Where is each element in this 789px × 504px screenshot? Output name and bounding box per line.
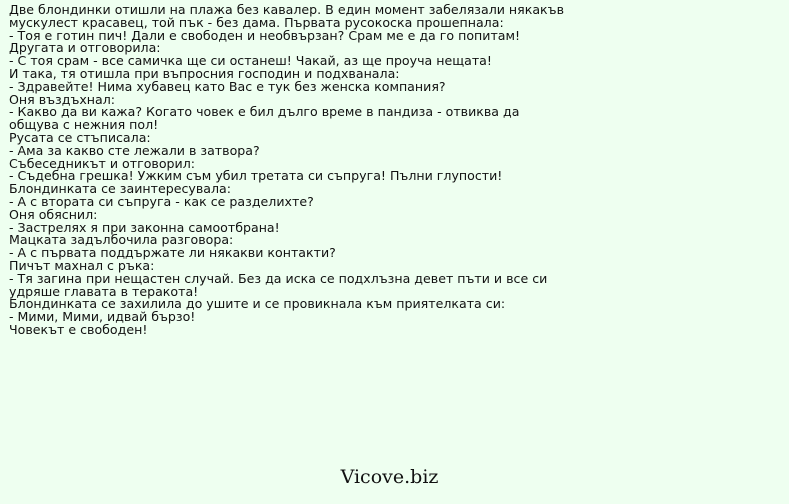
joke-line: - Тя загина при нещастен случай. Без да иска се подхлъзна девет пъти и все си удряше главата в теракота!	[9, 270, 548, 299]
joke-line: Блондинката се заинтересувала:	[9, 181, 231, 197]
joke-line: - Мими, Мими, идвай бързо!	[9, 309, 196, 325]
joke-line: Събеседникът и отговорил:	[9, 155, 195, 171]
site-watermark: Vicove.biz	[340, 466, 439, 488]
joke-line: - Здравейте! Нима хубавец като Вас е тук без женска компания?	[9, 78, 446, 94]
joke-line: Блондинката се захилила до ушите и се провикнала към приятелката си:	[9, 296, 506, 312]
joke-line: - С тоя срам - все самичка ще си останеш! Чакай, аз ще проуча нещата!	[9, 53, 492, 69]
joke-line: - Застрелях я при законна самоотбрана!	[9, 219, 280, 235]
joke-line: Оня обяснил:	[9, 206, 98, 222]
joke-line: - Какво да ви кажа? Когато човек е бил дълго време в пандиза - отвиква да общува с нежния пол!	[9, 104, 520, 133]
joke-line: Човекът е свободен!	[9, 321, 148, 337]
joke-line: И така, тя отишла при въпросния господин и подхванала:	[9, 65, 400, 81]
joke-line: - А с първата поддържате ли някакви контакти?	[9, 245, 336, 261]
joke-line: - А с втората си съпруга - как се разделихте?	[9, 193, 314, 209]
joke-text	[9, 4, 569, 337]
joke-line: Оня въздъхнал:	[9, 91, 116, 107]
joke-line: Русата се стъписала:	[9, 129, 151, 145]
joke-line: Мацката задълбочила разговора:	[9, 232, 234, 248]
joke-line: Пичът махнал с ръка:	[9, 257, 155, 273]
joke-line: Другата и отговорила:	[9, 40, 161, 56]
joke-line: - Тоя е готин пич! Дали е свободен и необвързан? Срам ме е да го попитам!	[9, 27, 521, 43]
joke-line: - Съдебна грешка! Ужким съм убил третата си съпруга! Пълни глупости!	[9, 168, 503, 184]
joke-line: - Ама за какво сте лежали в затвора?	[9, 142, 260, 158]
joke-line: Две блондинки отишли на плажа без кавалер. В един момент забелязали някакъв мускулест красавец, той пък - без дама. Първата русокоска прошепнала:	[9, 2, 564, 30]
